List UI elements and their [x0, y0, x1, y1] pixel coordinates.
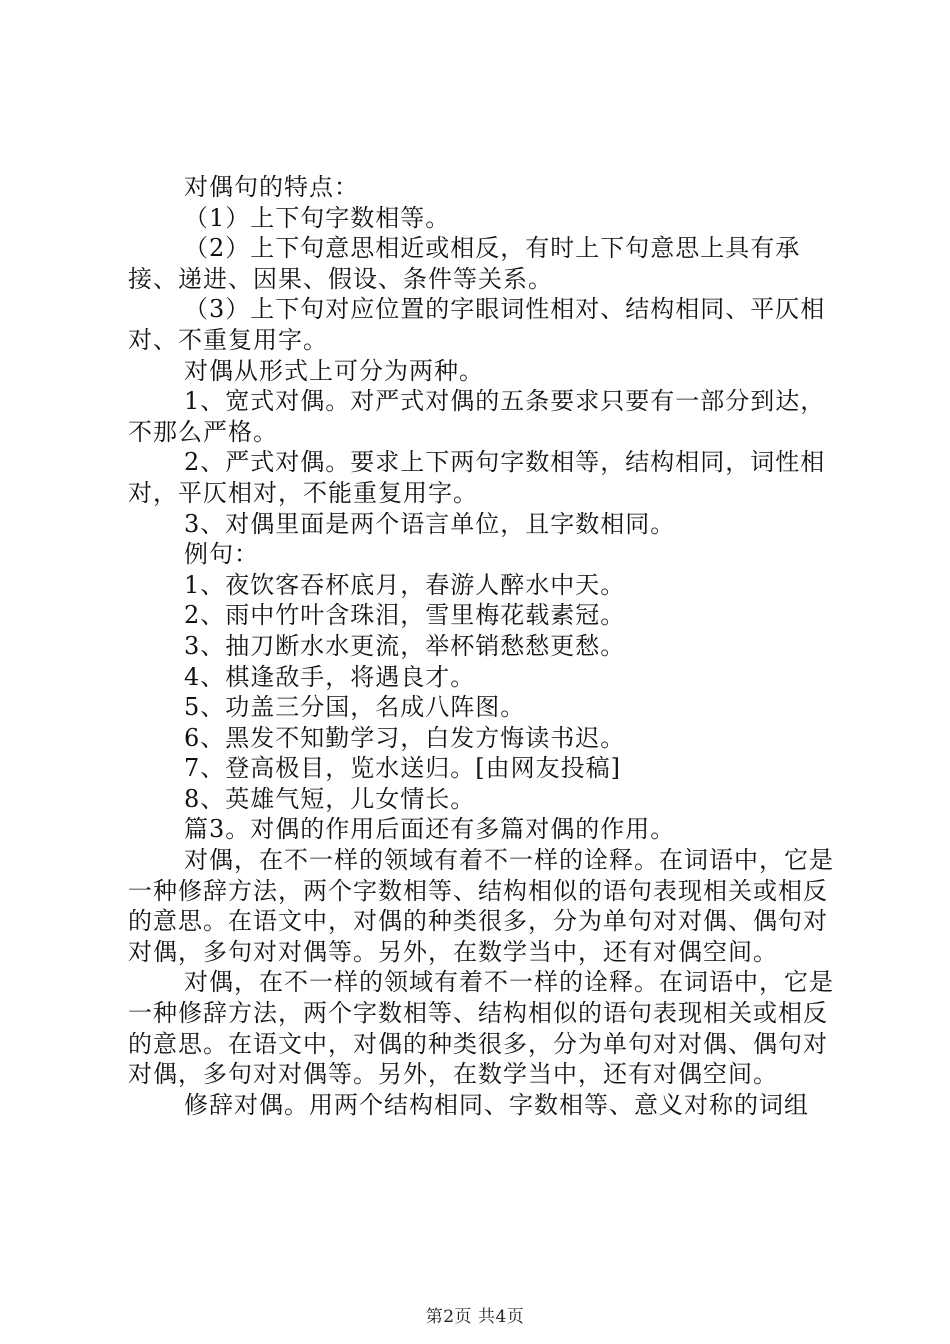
example-item: 4、棋逢敌手，将遇良才。	[184, 662, 476, 691]
example-item: 2、雨中竹叶含珠泪，雪里梅花载素冠。	[184, 601, 626, 630]
paragraph: 修辞对偶。用两个结构相同、字数相等、意义对称的词组	[184, 1090, 809, 1119]
example-item: 5、功盖三分国，名成八阵图。	[184, 693, 526, 722]
paragraph: 1、宽式对偶。对严式对偶的五条要求只要有一部分到达，不那么严格。	[128, 387, 826, 446]
paragraph: （3）上下句对应位置的字眼词性相对、结构相同、平仄相对、不重复用字。	[128, 295, 826, 354]
document-body	[128, 172, 848, 1120]
paragraph: 对偶从形式上可分为两种。	[184, 356, 484, 385]
paragraph: （1）上下句字数相等。	[184, 203, 451, 232]
paragraph: 对偶，在不一样的领域有着不一样的诠释。在词语中，它是一种修辞方法，两个字数相等、结构相似的语句表现相关或相反的意思。在语文中，对偶的种类很多，分为单句对对偶、偶句对对偶，多句对对偶等。另外，在数学当中，还有对偶空间。	[128, 968, 834, 1089]
paragraph: 对偶句的特点：	[184, 173, 359, 201]
paragraph: 3、对偶里面是两个语言单位，且字数相同。	[184, 509, 676, 538]
example-item: 7、登高极目，览水送归。[由网友投稿]	[184, 754, 621, 783]
example-item: 6、黑发不知勤学习，白发方悔读书迟。	[184, 723, 626, 752]
example-item: 1、夜饮客吞杯底月，春游人醉水中天。	[184, 570, 626, 599]
page-footer: 第2页 共4页	[425, 1307, 525, 1327]
paragraph: 例句：	[184, 540, 259, 569]
paragraph: 对偶，在不一样的领域有着不一样的诠释。在词语中，它是一种修辞方法，两个字数相等、结构相似的语句表现相关或相反的意思。在语文中，对偶的种类很多，分为单句对对偶、偶句对对偶，多句对对偶等。另外，在数学当中，还有对偶空间。	[128, 846, 834, 966]
paragraph: 篇3。对偶的作用后面还有多篇对偶的作用。	[184, 815, 676, 844]
example-item: 3、抽刀断水水更流，举杯销愁愁更愁。	[184, 631, 626, 660]
example-item: 8、英雄气短，儿女情长。	[184, 784, 476, 813]
paragraph: 2、严式对偶。要求上下两句字数相等，结构相同，词性相对，平仄相对，不能重复用字。	[128, 448, 826, 507]
paragraph: （2）上下句意思相近或相反，有时上下句意思上具有承接、递进、因果、假设、条件等关系。	[128, 234, 801, 293]
